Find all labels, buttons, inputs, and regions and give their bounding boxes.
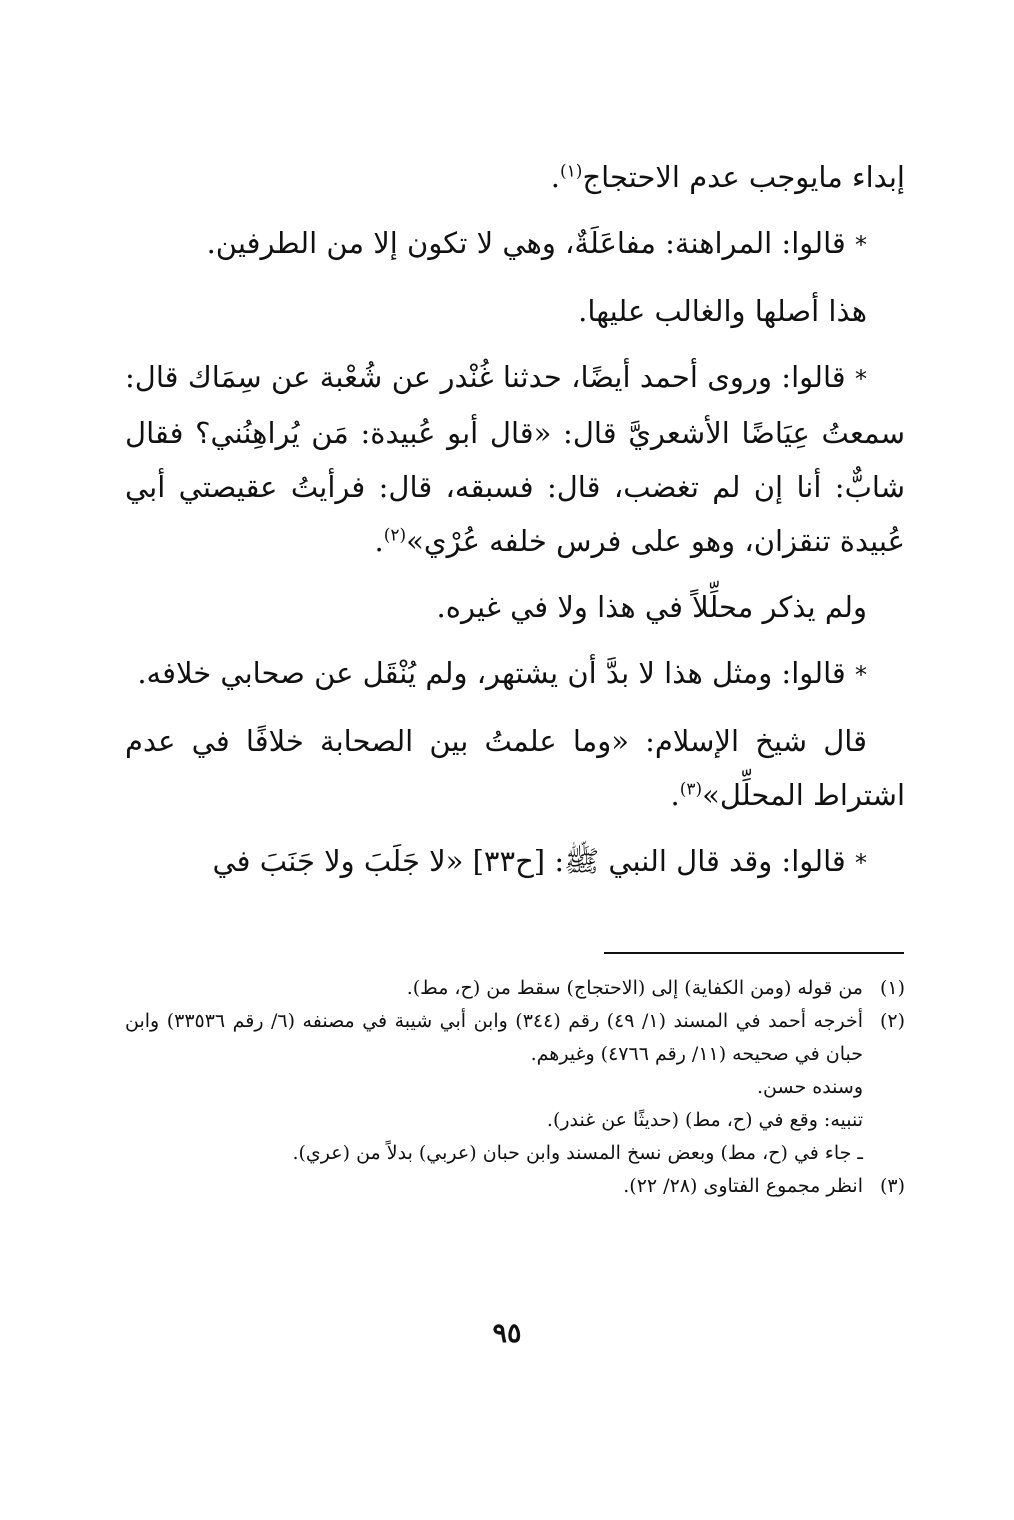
paragraph-7 <box>125 714 905 822</box>
footnote-text: من قوله (ومن الكفاية) إلى (الاحتجاج) سقط من (ح، مط). <box>406 977 863 999</box>
footnote-2-note-c: ـ جاء في (ح، مط) وبعض نسخ المسند وابن حبان (عربي) بدلاً من (عري). <box>292 1142 863 1164</box>
paragraph-4-end: . <box>374 524 384 558</box>
asterisk-icon: * <box>855 365 868 393</box>
footnote-2 <box>125 1005 905 1071</box>
paragraph-2-text: قالوا: المراهنة: مفاعَلَةٌ، وهي لا تكون إلا من الطرفين. <box>206 226 846 260</box>
paragraph-5 <box>125 580 905 634</box>
page-number: ٩٥ <box>492 1318 522 1349</box>
footnotes <box>125 972 905 1203</box>
footnote-ref-3: (٣) <box>679 779 703 800</box>
footnote-1 <box>125 972 905 1005</box>
paragraph-4-text: قالوا: وروى أحمد أيضًا، حدثنا غُنْدر عن شُعْبة عن سِمَاك قال: سمعتُ عِيَاضًا الأشعريَّ قال: «قال أبو عُبيدة: مَن يُراهِنُني؟ فقال شابٌّ: أنا إن لم تغضب، قال: فسبقه، قال: فرأيتُ عقيصتي أبي عُبيدة تنقزان، وهو على فرس خلفه عُرْي» <box>125 360 905 558</box>
paragraph-8-text: قالوا: وقد قال النبي ﷺ: [ح٣٣] «لا جَلَبَ ولا جَنَبَ في <box>212 844 846 878</box>
asterisk-icon: * <box>855 231 867 259</box>
paragraph-3-text: هذا أصلها والغالب عليها. <box>578 294 867 328</box>
footnote-ref-2: (٢) <box>383 525 407 546</box>
paragraph-3 <box>125 284 905 338</box>
paragraph-7-text: قال شيخ الإسلام: «وما علمتُ بين الصحابة خلافًا في عدم اشتراط المحلِّل» <box>125 724 905 812</box>
asterisk-icon: * <box>855 661 867 689</box>
paragraph-8 <box>125 834 905 890</box>
paragraph-1 <box>125 150 905 204</box>
paragraph-4 <box>125 350 905 568</box>
footnote-number: (١) <box>879 977 905 999</box>
paragraph-2 <box>125 216 905 272</box>
paragraph-6 <box>125 646 905 702</box>
paragraph-6-text: قالوا: ومثل هذا لا بدَّ أن يشتهر، ولم يُنْقَل عن صحابي خلافه. <box>137 656 846 690</box>
paragraph-7-end: . <box>670 778 680 812</box>
paragraph-5-text: ولم يذكر محلِّلاً في هذا ولا في غيره. <box>436 590 867 624</box>
footnote-3 <box>125 1170 905 1203</box>
footnote-ref-1: (١) <box>560 161 583 182</box>
footnote-2-note-b: تنبيه: وقع في (ح، مط) (حديثًا عن غندر). <box>546 1109 863 1131</box>
paragraph-1-end: . <box>550 160 561 194</box>
footnote-text: أخرجه أحمد في المسند (١/ ٤٩) رقم (٣٤٤) وابن أبي شيبة في مصنفه (٦/ رقم ٣٣٥٣٦) وابن حبان في صحيحه (١١/ رقم ٤٧٦٦) وغيرهم. <box>125 1010 863 1065</box>
footnote-text: انظر مجموع الفتاوى (٢٨/ ٢٢). <box>623 1175 863 1197</box>
footnote-number: (٣) <box>879 1175 905 1197</box>
asterisk-icon: * <box>855 849 867 877</box>
footnote-number: (٢) <box>879 1010 905 1032</box>
paragraph-1-text: إبداء مايوجب عدم الاحتجاج <box>582 160 905 194</box>
footnote-2-note-a: وسنده حسن. <box>757 1076 863 1098</box>
footnote-divider <box>604 952 904 954</box>
main-text <box>125 150 905 902</box>
